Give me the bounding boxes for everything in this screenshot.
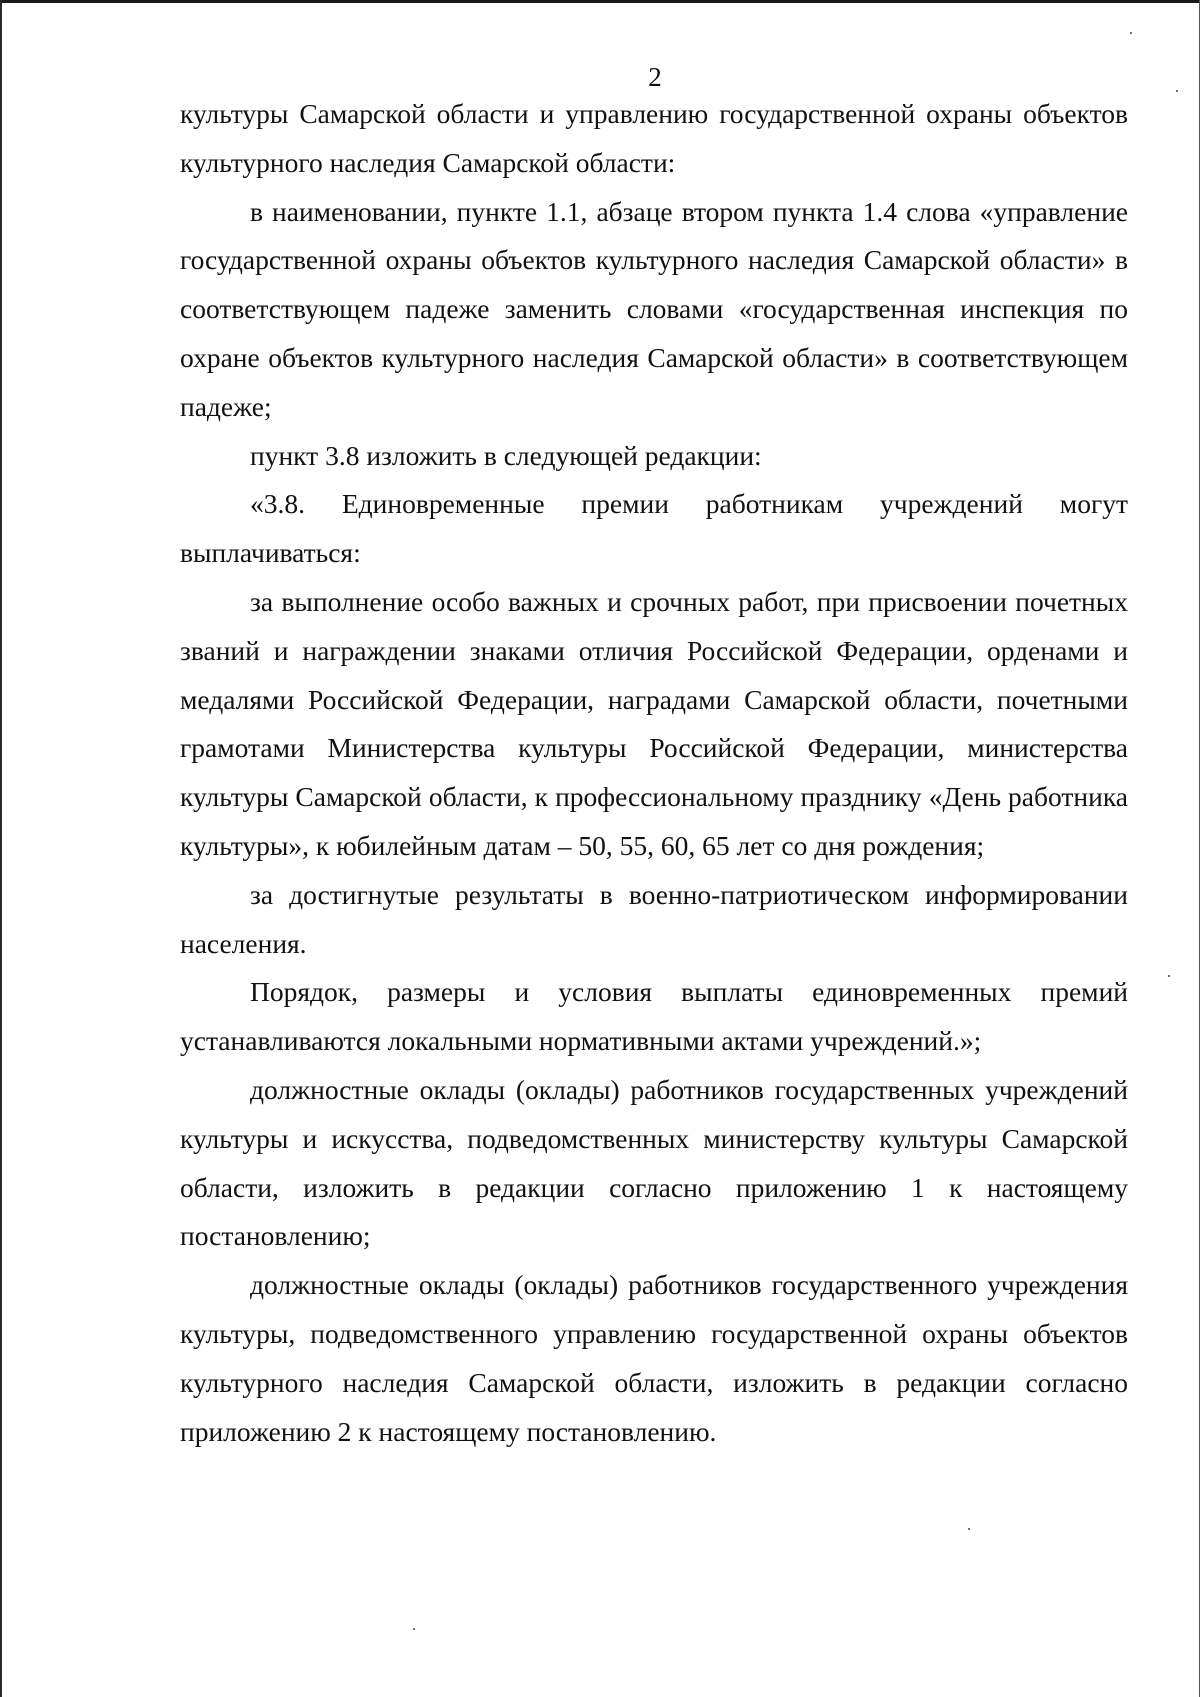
scan-speck [968, 1528, 970, 1530]
paragraph: пункт 3.8 изложить в следующей редакции: [250, 439, 762, 471]
paragraph: за выполнение особо важных и срочных работ, при присвоении почетных званий и награждении знаками отличия Российской Федерации, орденами и медалями Российской Федерации, наградами Самарской области, почетными грамотами Министерства культуры Российской Федерации, министерства культуры Самарской области, к профессиональному празднику «День работника культуры», к юбилейным датам – 50, 55, 60, 65 лет со дня рождения; [180, 585, 1128, 861]
page-number: 2 [648, 62, 662, 92]
scan-speck [1130, 32, 1132, 34]
scan-speck [1176, 90, 1178, 92]
paragraph: в наименовании, пункте 1.1, абзаце втором пункта 1.4 слова «управление государственной охраны объектов культурного наследия Самарской области» в соответствующем падеже заменить словами «государственная инспекция по охране объектов культурного наследия Самарской области» в соответствующем падеже; [180, 195, 1128, 422]
paragraph: «3.8. Единовременные премии работникам учреждений могут выплачиваться: [180, 488, 1128, 569]
paragraph: за достигнутые результаты в военно-патриотическом информировании населения. [180, 878, 1128, 959]
scan-speck [413, 1628, 415, 1630]
document-body [180, 90, 1128, 1456]
paragraph: должностные оклады (оклады) работников государственного учреждения культуры, подведомственного управлению государственной охраны объектов культурного наследия Самарской области, изложить в редакции согласно приложению 2 к настоящему постановлению. [180, 1269, 1128, 1447]
scan-speck [1168, 975, 1170, 977]
scan-left-edge [0, 0, 2, 1697]
paragraph: Порядок, размеры и условия выплаты единовременных премий устанавливаются локальными нормативными актами учреждений.»; [180, 976, 1128, 1057]
scan-top-edge [0, 0, 1200, 3]
paragraph: должностные оклады (оклады) работников государственных учреждений культуры и искусства, подведомственных министерству культуры Самарской области, изложить в редакции согласно приложению 1 к настоящему постановлению; [180, 1073, 1128, 1252]
paragraph: культуры Самарской области и управлению государственной охраны объектов культурного наследия Самарской области: [180, 98, 1128, 178]
